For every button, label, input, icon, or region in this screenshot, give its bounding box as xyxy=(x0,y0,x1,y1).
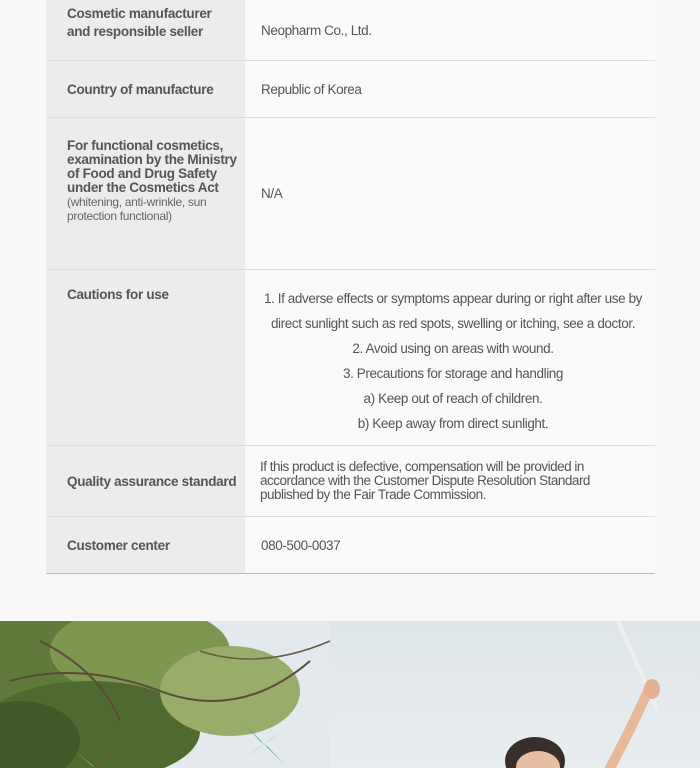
product-info-table xyxy=(46,0,655,574)
outdoor-child-photo xyxy=(0,621,700,768)
table-row xyxy=(46,118,655,270)
table-row xyxy=(46,270,655,446)
row-value: Neopharm Co., Ltd. xyxy=(245,0,655,60)
row-value: 080-500-0037 xyxy=(245,517,655,573)
row-value: N/A xyxy=(245,118,655,269)
list-item: 1. If adverse effects or symptoms appear during or right after use by xyxy=(263,291,643,306)
table-row xyxy=(46,0,655,61)
row-label: Quality assurance standard xyxy=(46,446,245,516)
row-label: Customer center xyxy=(46,517,245,573)
list-item: direct sunlight such as red spots, swelling or itching, see a doctor. xyxy=(270,316,636,331)
pinwheel-icon xyxy=(236,719,292,768)
row-label: For functional cosmetics, examination by the Ministry of Food and Drug Safety under the Cosmetics Act (whitening, anti-wrinkle, sun protection functional) xyxy=(46,118,245,269)
row-label: Cautions for use xyxy=(46,270,245,445)
row-value: If this product is defective, compensation will be provided in accordance with the Customer Dispute Resolution Standard published by the Fair Trade Commission. xyxy=(245,446,655,516)
list-item: 3. Precautions for storage and handling xyxy=(342,366,564,381)
row-label: Country of manufacture xyxy=(46,61,245,117)
list-item: b) Keep away from direct sunlight. xyxy=(357,416,549,431)
cautions-list xyxy=(245,270,655,445)
table-row xyxy=(46,61,655,118)
pinwheel-icon xyxy=(70,743,120,768)
child-figure-image xyxy=(480,621,680,768)
row-label: Cosmetic manufacturer and responsible seller xyxy=(46,0,245,60)
row-sublabel: (whitening, anti-wrinkle, sun protection functional) xyxy=(67,195,207,223)
table-row xyxy=(46,517,655,574)
row-value: Republic of Korea xyxy=(245,61,655,117)
table-row xyxy=(46,446,655,517)
list-item: 2. Avoid using on areas with wound. xyxy=(352,341,554,356)
list-item: a) Keep out of reach of children. xyxy=(363,391,543,406)
